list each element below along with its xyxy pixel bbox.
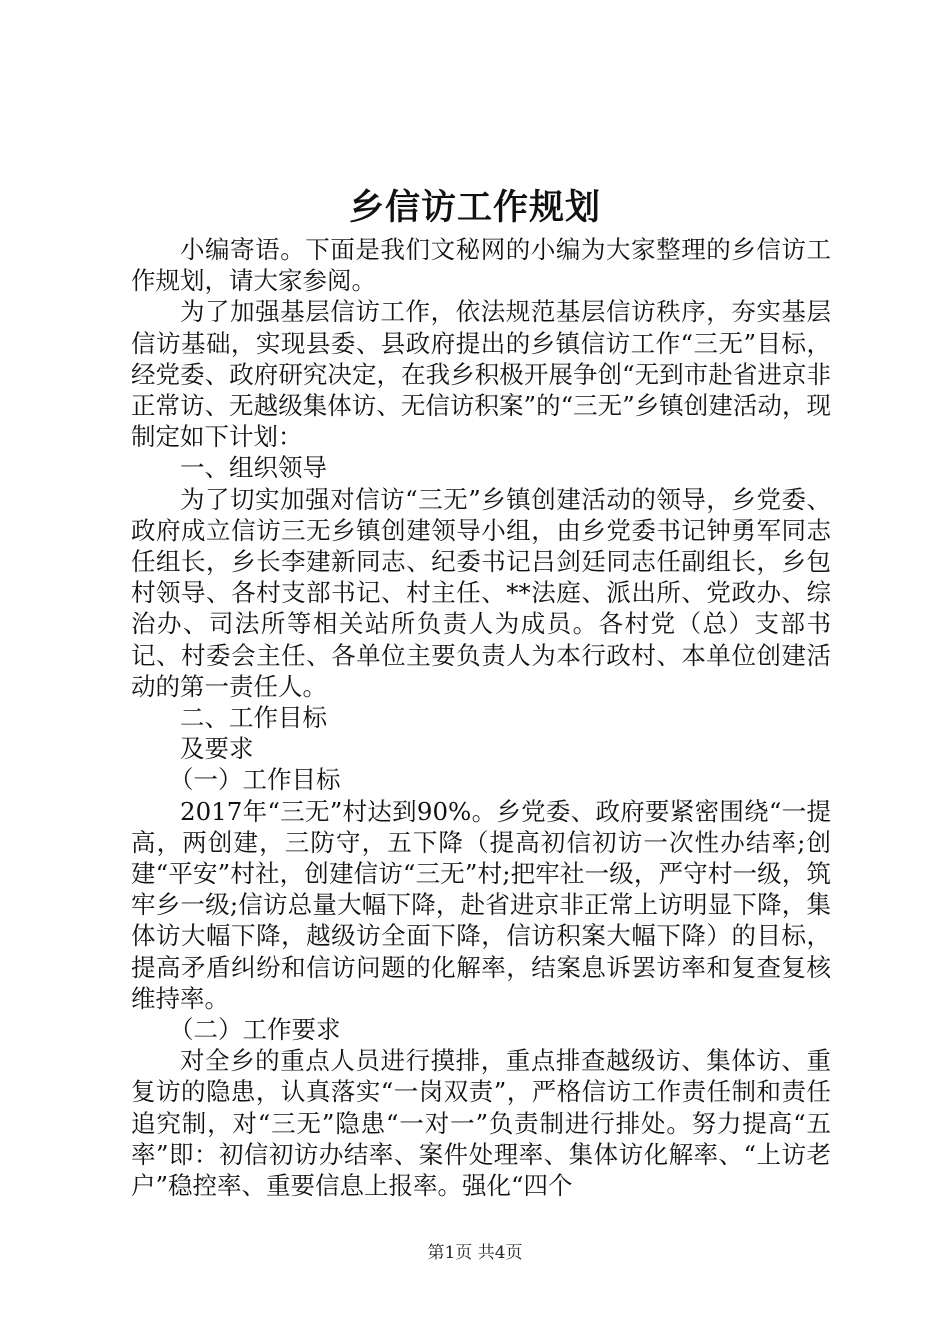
body-paragraph-1: 为了加强基层信访工作，依法规范基层信访秩序，夯实基层信访基础，实现县委、县政府提出的乡镇信访工作“三无”目标，经党委、政府研究决定，在我乡积极开展争创“无到市赴省进京非正常访、无越级集体访、无信访积案”的“三无”乡镇创建活动，现制定如下计划： — [131, 297, 831, 452]
document-body — [131, 234, 831, 1201]
body-paragraph-4: 对全乡的重点人员进行摸排，重点排查越级访、集体访、重复访的隐患，认真落实“一岗双责”，严格信访工作责任制和责任追究制，对“三无”隐患“一对一”负责制进行排处。努力提高“五率”即：初信初访办结率、案件处理率、集体访化解率、“上访老户”稳控率、重要信息上报率。强化“四个 — [131, 1046, 831, 1201]
subsection-heading-work-goals: （一）工作目标 — [169, 765, 341, 795]
section-heading-organization: 一、组织领导 — [180, 453, 327, 483]
subsection-heading-work-requirements: （二）工作要求 — [169, 1015, 341, 1045]
page-footer: 第1页 共4页 — [427, 1243, 523, 1263]
section-heading-goals-continued: 及要求 — [180, 734, 254, 764]
document-title: 乡信访工作规划 — [348, 187, 601, 228]
body-paragraph-2: 为了切实加强对信访“三无”乡镇创建活动的领导，乡党委、政府成立信访三无乡镇创建领导小组，由乡党委书记钟勇军同志任组长，乡长李建新同志、纪委书记吕剑廷同志任副组长，乡包村领导、各村支部书记、村主任、**法庭、派出所、党政办、综治办、司法所等相关站所负责人为成员。各村党（总）支部书记、村委会主任、各单位主要负责人为本行政村、本单位创建活动的第一责任人。 — [131, 484, 831, 701]
body-paragraph-3: 2017年“三无”村达到90%。乡党委、政府要紧密围绕“一提高，两创建，三防守，五下降（提高初信初访一次性办结率;创建“平安”村社，创建信访“三无”村;把牢社一级，严守村一级，筑牢乡一级;信访总量大幅下降，赴省进京非正常上访明显下降，集体访大幅下降，越级访全面下降，信访积案大幅下降）的目标，提高矛盾纠纷和信访问题的化解率，结案息诉罢访率和复查复核维持率。 — [131, 796, 831, 1013]
intro-paragraph: 小编寄语。下面是我们文秘网的小编为大家整理的乡信访工作规划，请大家参阅。 — [131, 235, 831, 296]
section-heading-goals: 二、工作目标 — [180, 703, 327, 733]
